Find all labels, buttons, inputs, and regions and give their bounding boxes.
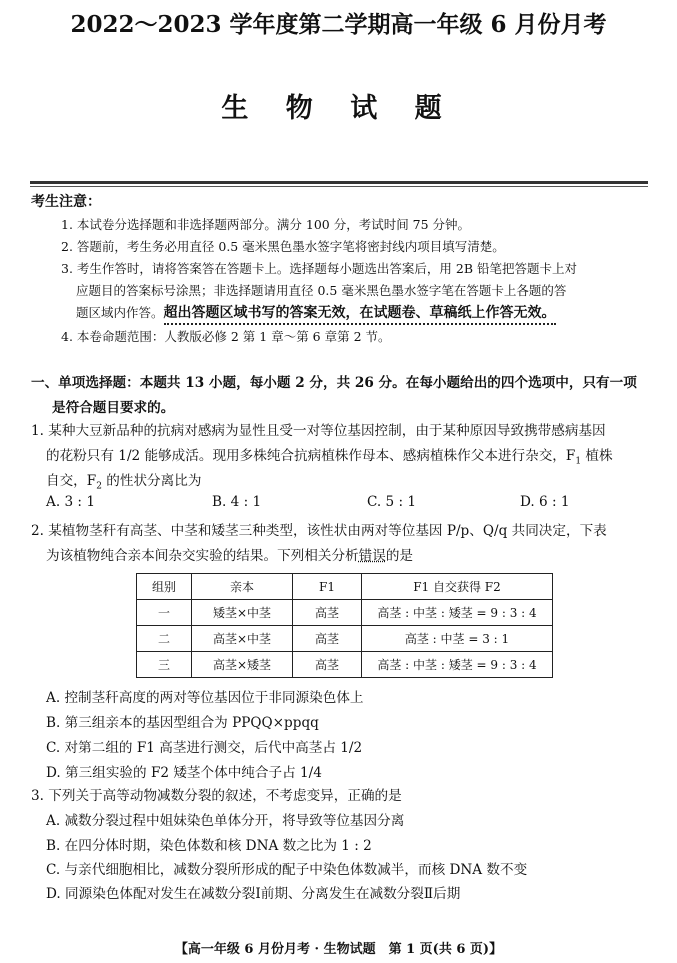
notice-item-3-line-1: 3. 考生作答时，请将答案答在答题卡上。选择题每小题选出答案后，用 2B 铅笔把答题卡上对 <box>61 261 577 276</box>
cross-results-table <box>136 573 553 678</box>
table-row <box>137 652 553 678</box>
table-cell: 高茎 : 中茎 : 矮茎 = 9 : 3 : 4 <box>362 600 553 626</box>
q2-emphasis-word: 错误 <box>358 548 386 564</box>
table-cell: 高茎×矮茎 <box>192 652 293 678</box>
q2-option-c: C. 对第二组的 F1 高茎进行测交，后代中高茎占 1/2 <box>46 740 363 756</box>
notice-item-1: 1. 本试卷分选择题和非选择题两部分。满分 100 分，考试时间 75 分钟。 <box>61 217 471 232</box>
q1-stem-line-3 <box>46 469 201 492</box>
q2-option-d: D. 第三组实验的 F2 矮茎个体中纯合子占 1/4 <box>46 765 322 781</box>
notice-item-3-line-2: 应题目的答案标号涂黑；非选择题请用直径 0.5 毫米黑色墨水签字笔在答题卡上各题的答 <box>76 283 567 298</box>
q1-stem-line-3-b: 的性状分离比为 <box>101 473 202 489</box>
q3-option-b: B. 在四分体时期，染色体数和核 DNA 数之比为 1 : 2 <box>46 838 372 854</box>
q1-stem-line-3-a: 自交，F <box>46 473 97 489</box>
table-cell: 高茎 : 中茎 = 3 : 1 <box>362 626 553 652</box>
notice-item-3-prefix: 题区域内作答。 <box>76 305 164 320</box>
table-header: 亲本 <box>192 574 293 600</box>
q2-stem-text: 为该植物纯合亲本间杂交实验的结果。下列相关分析 <box>46 548 359 564</box>
q1-stem-text: 的花粉只有 1/2 能够成活。现用多株纯合抗病植株作母本、感病植株作父本进行杂交，F <box>46 448 576 464</box>
notice-item-3-line-3 <box>76 302 556 322</box>
table-header: F1 <box>293 574 362 600</box>
page-footer: 【高一年级 6 月份月考 · 生物试题 第 1 页(共 6 页)】 <box>174 942 503 957</box>
table-cell: 三 <box>137 652 192 678</box>
table-row <box>137 626 553 652</box>
notice-heading: 考生注意： <box>31 194 101 210</box>
q2-stem-tail: 的是 <box>385 548 414 564</box>
header-rule-thick <box>30 181 648 184</box>
header-rule-thin <box>30 186 648 187</box>
q1-stem-line-2 <box>46 444 613 467</box>
q3-option-a: A. 减数分裂过程中姐妹染色单体分开，将导致等位基因分离 <box>46 813 405 829</box>
table-header: F1 自交获得 F2 <box>362 574 553 600</box>
table-row <box>137 600 553 626</box>
q3-option-c: C. 与亲代细胞相比，减数分裂所形成的配子中染色体数减半，而核 DNA 数不变 <box>46 862 528 878</box>
table-cell: 二 <box>137 626 192 652</box>
q2-stem-line-2 <box>46 544 413 564</box>
q1-stem-tail: 植株 <box>581 448 613 464</box>
table-header: 组别 <box>137 574 192 600</box>
q1-stem-line-1: 1. 某种大豆新品种的抗病对感病为显性且受一对等位基因控制，由于某种原因导致携带感病基因 <box>31 423 606 439</box>
q3-option-d: D. 同源染色体配对发生在减数分裂Ⅰ前期、分离发生在减数分裂Ⅱ后期 <box>46 886 461 902</box>
table-cell: 一 <box>137 600 192 626</box>
section-1-heading-cont: 是符合题目要求的。 <box>52 400 175 416</box>
q1-option-d: D. 6 : 1 <box>520 494 570 510</box>
q2-stem-line-1: 2. 某植物茎秆有高茎、中茎和矮茎三种类型，该性状由两对等位基因 P/p、Q/q 共同决定，下表 <box>31 523 607 539</box>
q2-option-b: B. 第三组亲本的基因型组合为 PPQQ×ppqq <box>46 715 319 731</box>
q1-option-c: C. 5 : 1 <box>367 494 417 510</box>
subject-title: 生 物 试 题 <box>221 93 456 124</box>
table-cell: 矮茎×中茎 <box>192 600 293 626</box>
q1-subscript: 1 <box>575 456 582 467</box>
section-1-heading: 一、单项选择题：本题共 13 小题，每小题 2 分，共 26 分。在每小题给出的四个选项中，只有一项 <box>31 375 637 391</box>
q2-option-a: A. 控制茎秆高度的两对等位基因位于非同源染色体上 <box>46 690 364 706</box>
q1-subscript-2: 2 <box>96 481 102 492</box>
table-cell: 高茎 <box>293 600 362 626</box>
table-cell: 高茎 <box>293 652 362 678</box>
q1-option-b: B. 4 : 1 <box>212 494 262 510</box>
table-cell: 高茎 : 中茎 : 矮茎 = 9 : 3 : 4 <box>362 652 553 678</box>
table-header-row <box>137 574 553 600</box>
table-cell: 高茎 <box>293 626 362 652</box>
exam-title: 2022～2023 学年度第二学期高一年级 6 月份月考 <box>70 11 607 38</box>
notice-item-2: 2. 答题前，考生务必用直径 0.5 毫米黑色墨水签字笔将密封线内项目填写清楚。 <box>61 239 505 254</box>
q3-stem: 3. 下列关于高等动物减数分裂的叙述，不考虑变异，正确的是 <box>31 788 402 804</box>
table-cell: 高茎×中茎 <box>192 626 293 652</box>
notice-emphasis: 超出答题区域书写的答案无效，在试题卷、草稿纸上作答无效。 <box>164 305 556 325</box>
notice-item-4: 4. 本卷命题范围：人教版必修 2 第 1 章～第 6 章第 2 节。 <box>61 329 391 344</box>
q1-option-a: A. 3 : 1 <box>46 494 95 510</box>
